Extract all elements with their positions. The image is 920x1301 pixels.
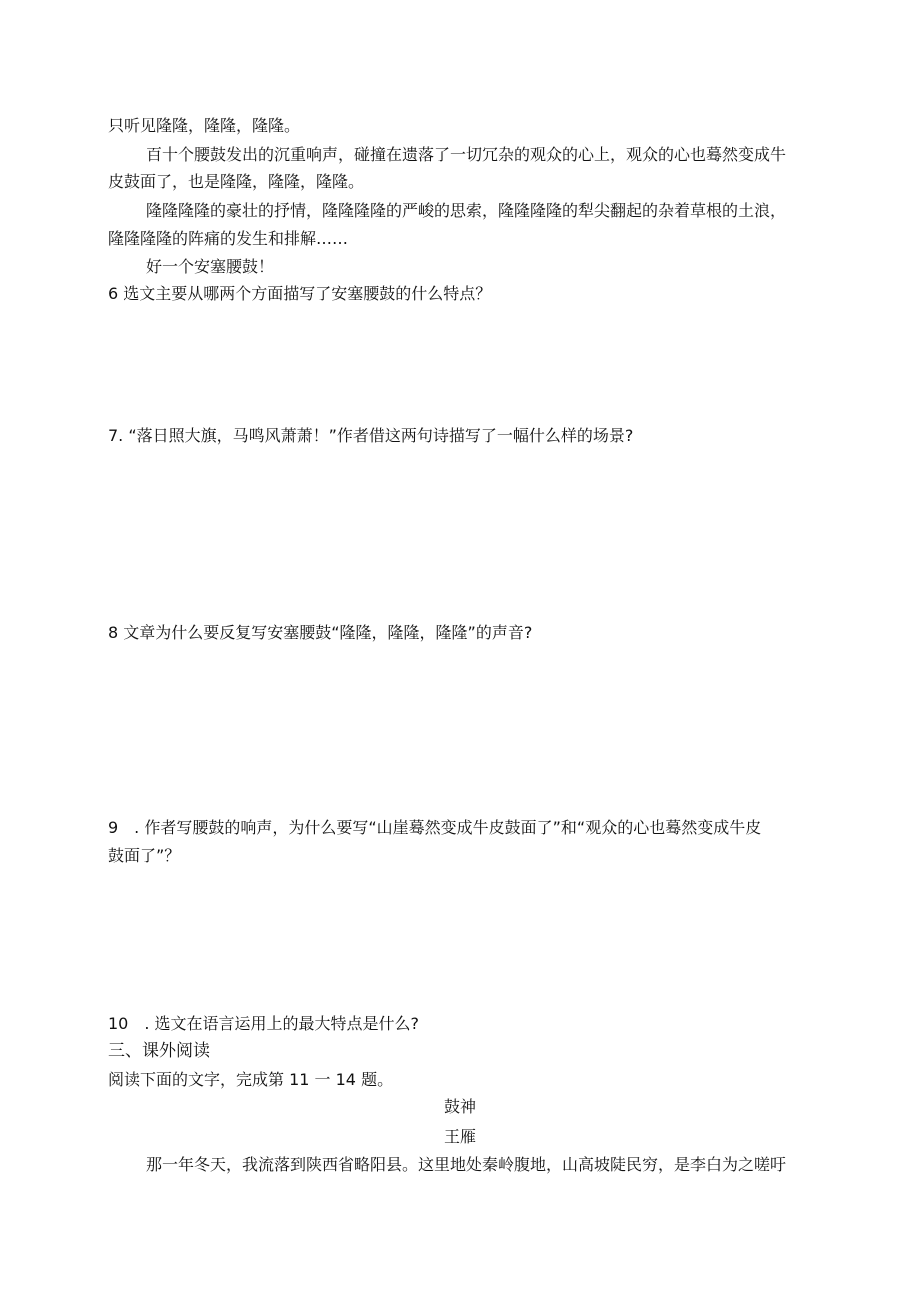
passage-line: 隆隆隆隆的阵痛的发生和排解…… — [108, 229, 349, 248]
section-heading: 三、课外阅读 — [108, 1041, 210, 1061]
question-9-line-1: 9 . 作者写腰鼓的响声，为什么要写“山崖蓦然变成牛皮鼓面了”和“观众的心也蓦然变成牛皮 — [108, 818, 762, 837]
section-instruction: 阅读下面的文字，完成第 11 一 14 题。 — [108, 1070, 394, 1089]
question-10: 10 . 选文在语言运用上的最大特点是什么? — [108, 1014, 420, 1033]
article-paragraph-line: 那一年冬天，我流落到陕西省略阳县。这里地处秦岭腹地，山高坡陡民穷，是李白为之嗟吁 — [146, 1155, 787, 1174]
question-7: 7. “落日照大旗，马鸣风萧萧！”作者借这两句诗描写了一幅什么样的场景? — [108, 426, 634, 445]
question-9-line-2: 鼓面了”？ — [108, 846, 181, 865]
passage-line: 隆隆隆隆的豪壮的抒情，隆隆隆隆的严峻的思索，隆隆隆隆的犁尖翻起的杂着草根的土浪， — [146, 201, 787, 220]
article-title: 鼓神 — [443, 1097, 476, 1116]
question-8: 8 文章为什么要反复写安塞腰鼓“隆隆，隆隆，隆隆”的声音? — [108, 623, 533, 642]
passage-line: 百十个腰鼓发出的沉重响声，碰撞在遗落了一切冗杂的观众的心上，观众的心也蓦然变成牛 — [146, 145, 787, 164]
question-6: 6 选文主要从哪两个方面描写了安塞腰鼓的什么特点？ — [108, 284, 492, 303]
passage-line: 皮鼓面了，也是隆隆，隆隆，隆隆。 — [108, 172, 365, 191]
passage-line: 只听见隆隆，隆隆，隆隆。 — [108, 116, 301, 135]
article-author: 王雁 — [443, 1127, 476, 1146]
passage-line: 好一个安塞腰鼓！ — [146, 257, 275, 276]
